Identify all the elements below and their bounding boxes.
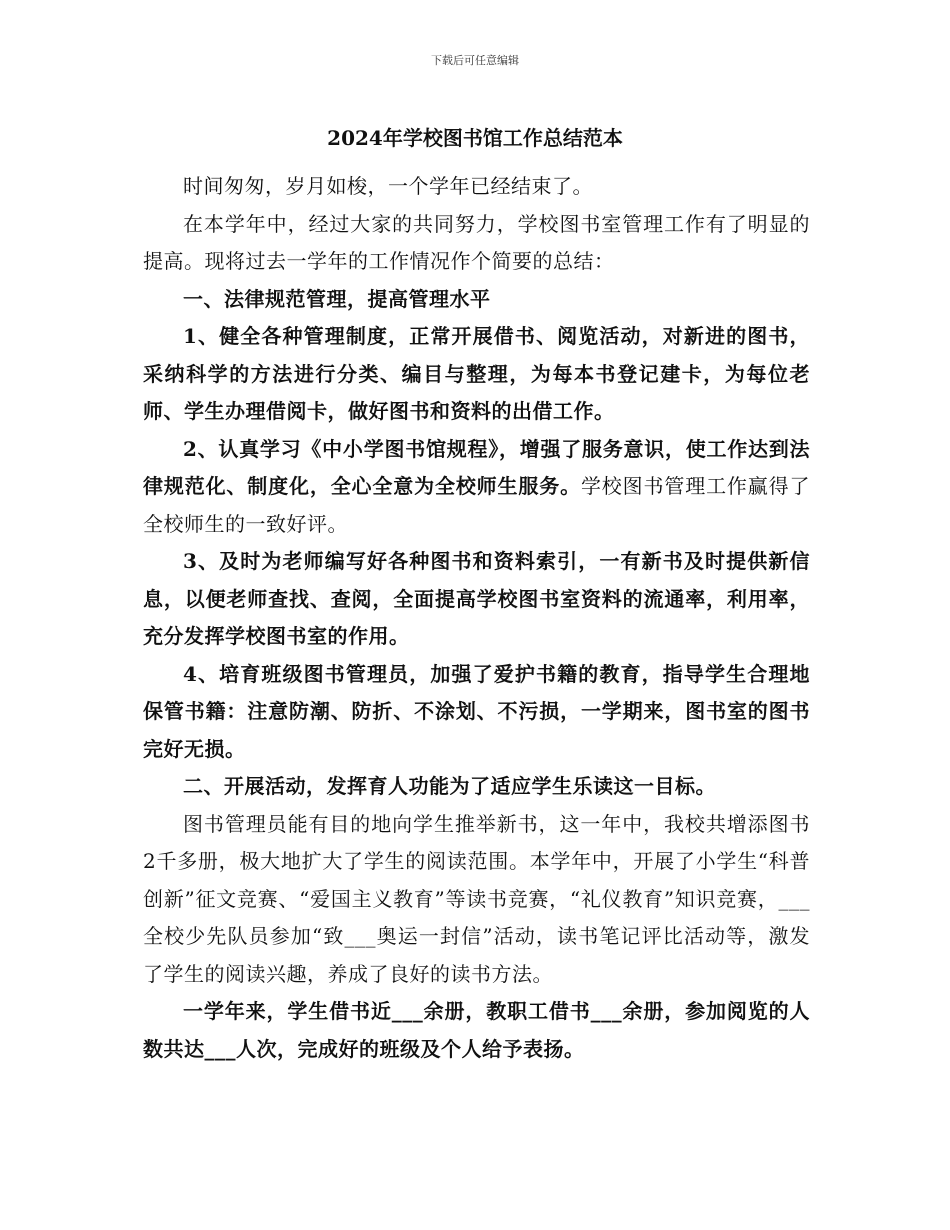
paragraph-intro: 时间匆匆，岁月如梭，一个学年已经结束了。	[183, 174, 593, 198]
paragraph-activities: 图书管理员能有目的地向学生推举新书，这一年中，我校共增添图书2千多册，极大地扩大了学生的阅读范围。本学年中，开展了小学生“科普创新”征文竞赛、“爱国主义教育”等读书竞赛，“礼仪教育”知识竞赛，___全校少先队员参加“致___奥运一封信”活动，读书笔记评比活动等，激发了学生的阅读兴趣，养成了良好的读书方法。	[143, 811, 810, 986]
section-heading-2: 二、开展活动，发挥育人功能为了适应学生乐读这一目标。	[183, 774, 716, 798]
list-item-2	[143, 431, 810, 544]
list-item-2-bold: 2、认真学习《中小学图书馆规程》，增强了服务意识，使工作达到法律规范化、制度化，全心全意为全校师生服务。	[143, 436, 810, 498]
list-item-1: 1、健全各种管理制度，正常开展借书、阅览活动，对新进的图书，采纳科学的方法进行分类、编目与整理，为每本书登记建卡，为每位老师、学生办理借阅卡，做好图书和资料的出借工作。	[143, 324, 810, 423]
list-item-4: 4、培育班级图书管理员，加强了爱护书籍的教育，指导学生合理地保管书籍：注意防潮、防折、不涂划、不污损，一学期来，图书室的图书完好无损。	[143, 661, 810, 761]
page-header: 下载后可任意编辑	[431, 54, 519, 67]
paragraph-statistics: 一学年来，学生借书近___余册，教职工借书___余册，参加阅览的人数共达___人次，完成好的班级及个人给予表扬。	[143, 999, 810, 1061]
list-item-2-normal: 学校图书管理工作赢得了全校师生的一致好评。	[143, 474, 811, 536]
list-item-3: 3、及时为老师编写好各种图书和资料索引，一有新书及时提供新信息，以便老师查找、查阅，全面提高学校图书室资料的流通率，利用率，充分发挥学校图书室的作用。	[143, 549, 810, 648]
document-body	[143, 168, 810, 1068]
document-title: 2024年学校图书馆工作总结范本	[327, 126, 623, 150]
paragraph-summary: 在本学年中，经过大家的共同努力，学校图书室管理工作有了明显的提高。现将过去一学年的工作情况作个简要的总结：	[143, 211, 810, 273]
section-heading-1: 一、法律规范管理，提高管理水平	[183, 286, 491, 311]
